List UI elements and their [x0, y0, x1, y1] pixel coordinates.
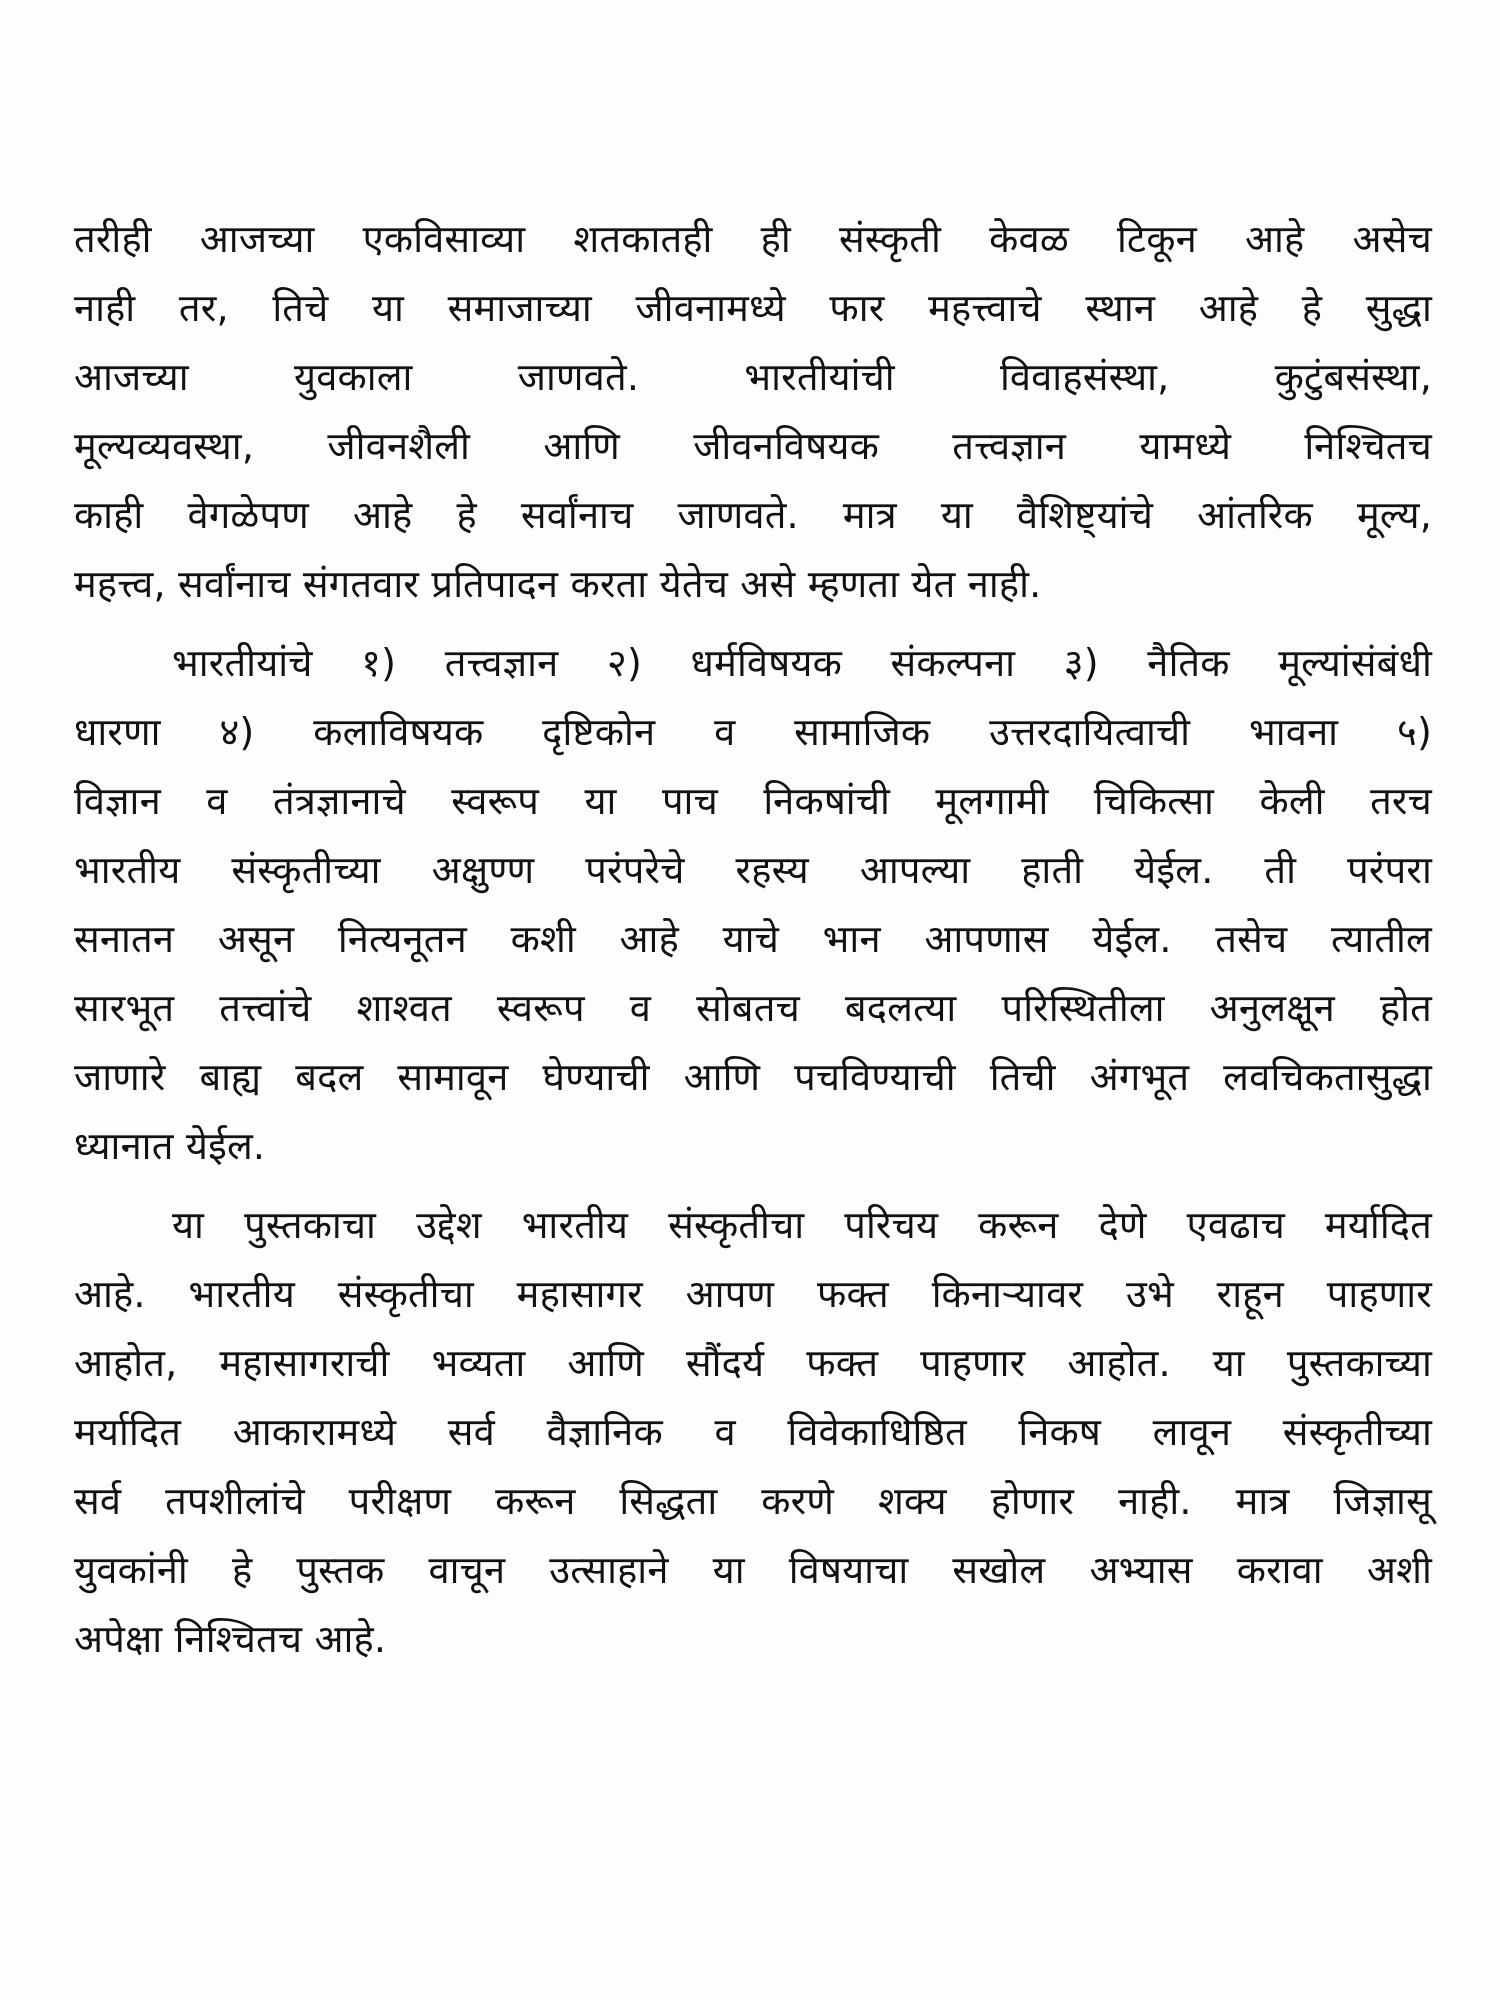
text-line: विज्ञान व तंत्रज्ञानाचे स्वरूप या पाच निकषांची मूलगामी चिकित्सा केली तरच — [74, 779, 1432, 823]
text-line: सनातन असून नित्यनूतन कशी आहे याचे भान आपणास येईल. तसेच त्यातील — [74, 917, 1432, 961]
text-line: युवकांनी हे पुस्तक वाचून उत्साहाने या विषयाचा सखोल अभ्यास करावा अशी — [74, 1548, 1432, 1592]
text-line: आहे. भारतीय संस्कृतीचा महासागर आपण फक्त किनाऱ्यावर उभे राहून पाहणार — [74, 1272, 1432, 1316]
paragraph-2 — [74, 629, 1432, 1181]
text-line: सर्व तपशीलांचे परीक्षण करून सिद्धता करणे शक्य होणार नाही. मात्र जिज्ञासू — [74, 1479, 1432, 1523]
text-line: काही वेगळेपण आहे हे सर्वांनाच जाणवते. मात्र या वैशिष्ट्यांचे आंतरिक मूल्य, — [74, 493, 1432, 537]
page-body-text — [74, 205, 1432, 1674]
text-line: सारभूत तत्त्वांचे शाश्वत स्वरूप व सोबतच बदलत्या परिस्थितीला अनुलक्षून होत — [74, 986, 1432, 1030]
text-line: धारणा ४) कलाविषयक दृष्टिकोन व सामाजिक उत्तरदायित्वाची भावना ५) — [74, 710, 1432, 754]
text-line: ध्यानात येईल. — [74, 1124, 266, 1168]
text-line: आजच्या युवकाला जाणवते. भारतीयांची विवाहसंस्था, कुटुंबसंस्था, — [74, 355, 1432, 399]
paragraph-1 — [74, 205, 1432, 619]
text-line: या पुस्तकाचा उद्देश भारतीय संस्कृतीचा परिचय करून देणे एवढाच मर्यादित — [172, 1203, 1432, 1247]
text-line: नाही तर, तिचे या समाजाच्या जीवनामध्ये फार महत्त्वाचे स्थान आहे हे सुद्धा — [74, 286, 1432, 330]
text-line: जाणारे बाह्य बदल सामावून घेण्याची आणि पचविण्याची तिची अंगभूत लवचिकतासुद्धा — [74, 1055, 1432, 1099]
text-line: महत्त्व, सर्वांनाच संगतवार प्रतिपादन करता येतेच असे म्हणता येत नाही. — [74, 562, 1042, 606]
text-line: आहोत, महासागराची भव्यता आणि सौंदर्य फक्त पाहणार आहोत. या पुस्तकाच्या — [74, 1341, 1432, 1385]
text-line: भारतीय संस्कृतीच्या अक्षुण्ण परंपरेचे रहस्य आपल्या हाती येईल. ती परंपरा — [74, 848, 1432, 892]
paragraph-3 — [74, 1191, 1432, 1674]
text-line: मूल्यव्यवस्था, जीवनशैली आणि जीवनविषयक तत्त्वज्ञान यामध्ये निश्चितच — [74, 424, 1432, 468]
text-line: भारतीयांचे १) तत्त्वज्ञान २) धर्मविषयक संकल्पना ३) नैतिक मूल्यांसंबंधी — [172, 641, 1432, 685]
text-line: अपेक्षा निश्चितच आहे. — [74, 1617, 387, 1661]
text-line: तरीही आजच्या एकविसाव्या शतकातही ही संस्कृती केवळ टिकून आहे असेच — [74, 217, 1432, 261]
text-line: मर्यादित आकारामध्ये सर्व वैज्ञानिक व विवेकाधिष्ठित निकष लावून संस्कृतीच्या — [74, 1410, 1432, 1454]
